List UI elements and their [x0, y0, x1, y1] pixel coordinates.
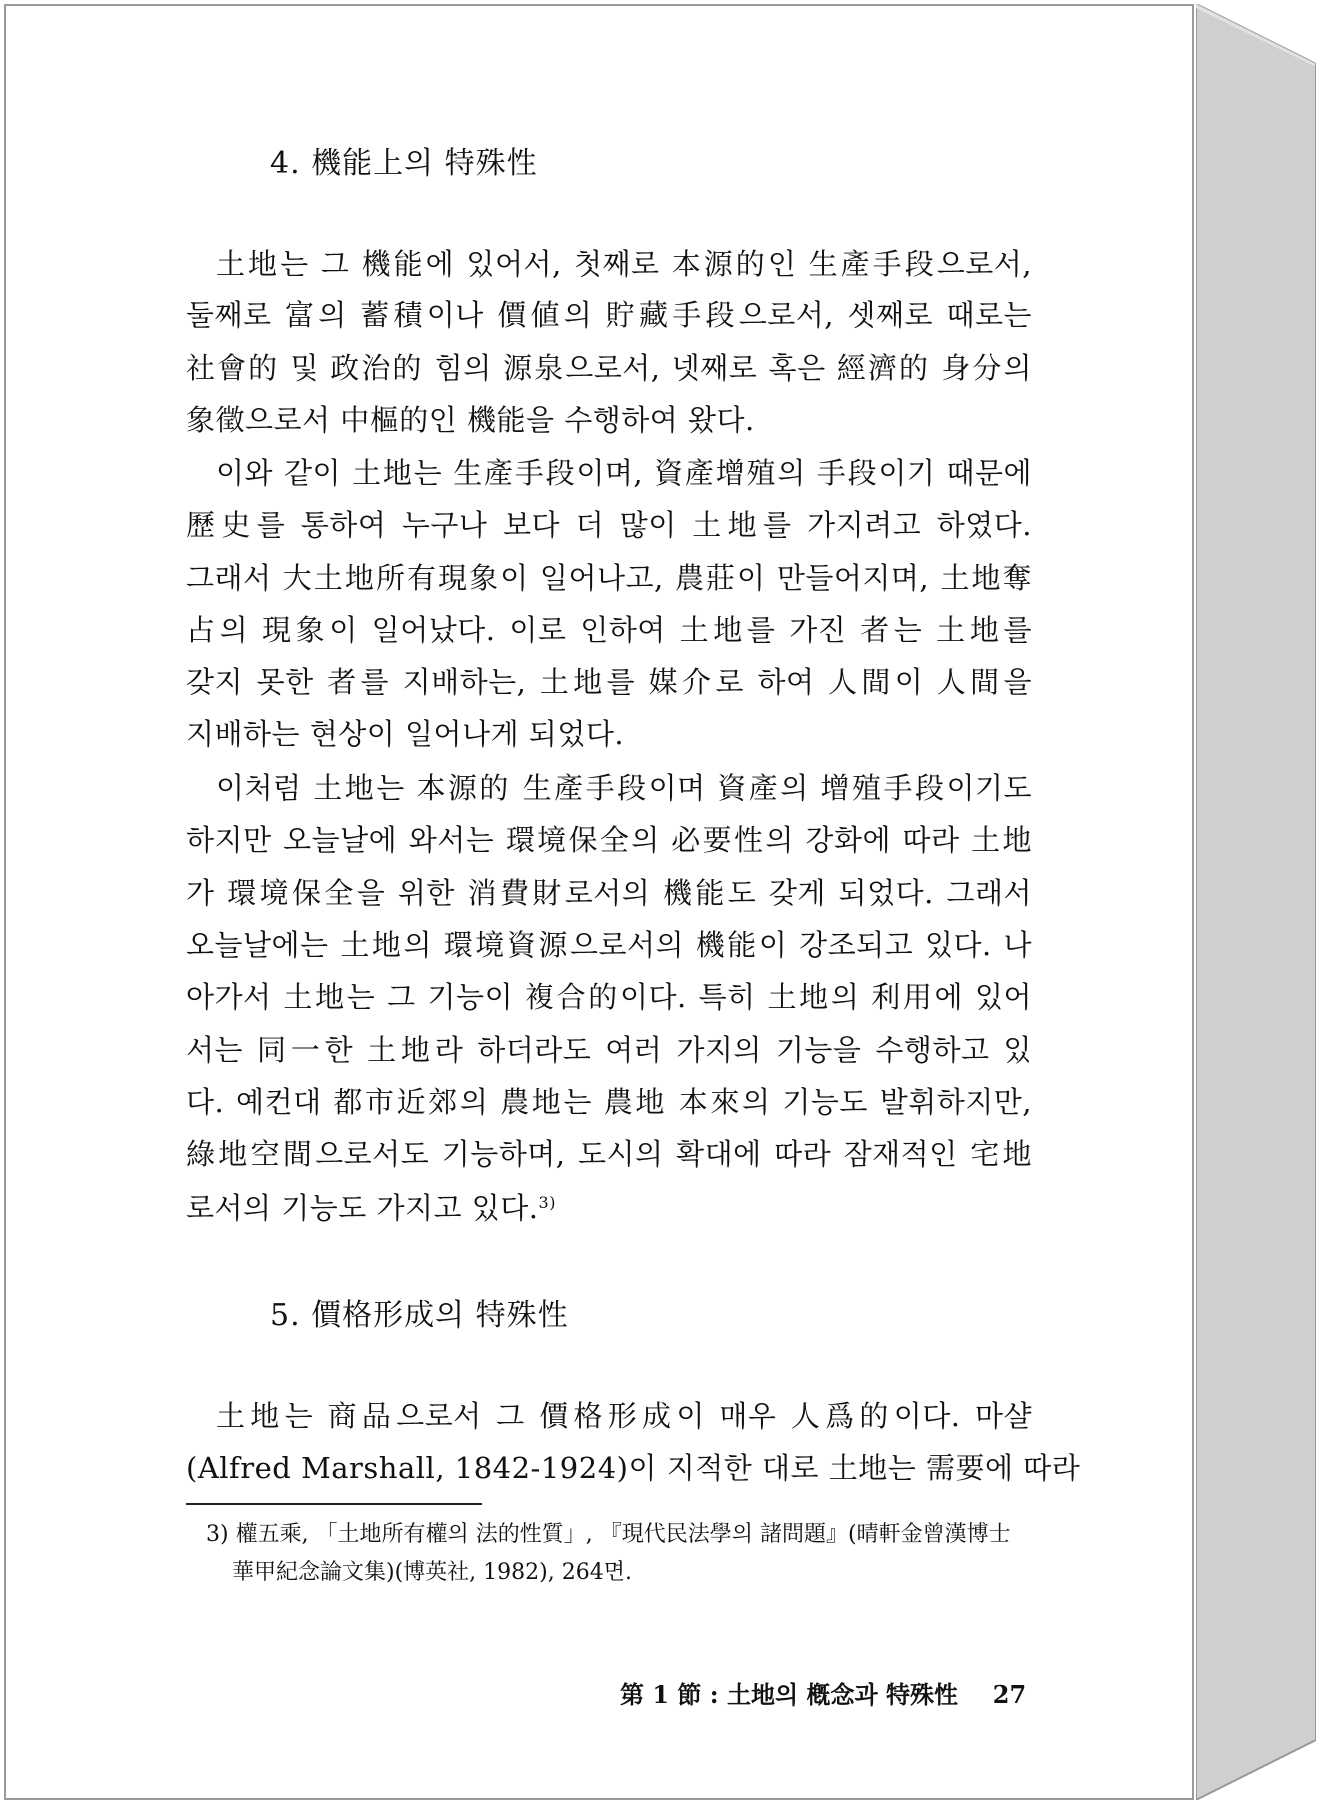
footnote-reference[interactable]: 3) [538, 1193, 556, 1212]
body-text-line-content: 지배하는 현상이 일어나게 되었다. [186, 717, 625, 751]
footnote-line-1: 3) 權五乘, 「土地所有權의 法的性質」, 『現代民法學의 諸問題』(晴軒金曾漢博士 [206, 1522, 1011, 1547]
body-text-line [186, 714, 1032, 754]
body-text-line [186, 1134, 1032, 1174]
body-text-line [186, 558, 1032, 598]
body-text-line [186, 1082, 1032, 1122]
body-text-line [186, 662, 1032, 702]
body-text-line [216, 1396, 1032, 1436]
body-text-line-content: 서는 同一한 土地라 하더라도 여러 가지의 기능을 수행하고 있 [186, 1033, 1032, 1067]
body-text-line-content: 占의 現象이 일어났다. 이로 인하여 土地를 가진 者는 土地를 [186, 613, 1032, 647]
page-number: 27 [992, 1680, 1027, 1709]
body-text-line [186, 1188, 1032, 1228]
body-text-line-content: 이처럼 土地는 本源的 生產手段이며 資產의 增殖手段이기도 [216, 771, 1032, 805]
body-text-line-content: 갖지 못한 者를 지배하는, 土地를 媒介로 하여 人間이 人間을 [186, 665, 1032, 699]
body-text-line [186, 348, 1032, 388]
body-text-line [216, 768, 1032, 808]
body-text-line-content: 歷史를 통하여 누구나 보다 더 많이 土地를 가지려고 하였다. [186, 508, 1032, 542]
spine-face [1196, 4, 1316, 1800]
body-text-line-content: 社會的 및 政治的 힘의 源泉으로서, 넷째로 혹은 經濟的 身分의 [186, 351, 1032, 385]
book-spine-edge [1196, 4, 1316, 1800]
body-text-line [186, 873, 1032, 913]
body-text-line-content: 土地는 그 機能에 있어서, 첫째로 本源的인 生產手段으로서, [216, 247, 1032, 281]
footer-section-label: 第 1 節 : 土地의 槪念과 特殊性 [620, 1680, 959, 1709]
body-text-line [186, 400, 1032, 440]
body-text-line [186, 925, 1032, 965]
section-4-heading: 4. 機能上의 特殊性 [270, 146, 538, 181]
body-text-line-content: 다. 예컨대 都市近郊의 農地는 農地 本來의 기능도 발휘하지만, [186, 1085, 1032, 1119]
body-text-line [186, 1030, 1032, 1070]
body-text-line-content: 이와 같이 土地는 生產手段이며, 資產增殖의 手段이기 때문에 [216, 456, 1032, 490]
body-text-line-content: 그래서 大土地所有現象이 일어나고, 農莊이 만들어지며, 土地奪 [186, 561, 1032, 595]
body-text-line [186, 977, 1032, 1017]
body-text-line-content: 둘째로 富의 蓄積이나 價値의 貯藏手段으로서, 셋째로 때로는 [186, 298, 1032, 332]
body-text-line [186, 505, 1032, 545]
body-text-line-content: 土地는 商品으로서 그 價格形成이 매우 人爲的이다. 마샬 [216, 1399, 1032, 1433]
body-text-line-content: 오늘날에는 土地의 環境資源으로서의 機能이 강조되고 있다. 나 [186, 928, 1032, 962]
body-text-line [216, 453, 1032, 493]
body-text-line [186, 610, 1032, 650]
body-text-line-content: 로서의 기능도 가지고 있다. [186, 1191, 539, 1225]
body-text-line-content: 가 環境保全을 위한 消費財로서의 機能도 갖게 되었다. 그래서 [186, 876, 1032, 910]
body-text-line-content: 아가서 土地는 그 기능이 複合的이다. 특히 土地의 利用에 있어 [186, 980, 1032, 1014]
body-text-line-content: 象徵으로서 中樞的인 機能을 수행하여 왔다. [186, 403, 755, 437]
body-text-line [216, 244, 1032, 284]
footnote-divider [186, 1503, 482, 1505]
body-text-line [186, 1448, 1081, 1488]
running-footer [620, 1675, 1027, 1710]
body-text-line [186, 295, 1032, 335]
body-text-line-content: 綠地空間으로서도 기능하며, 도시의 확대에 따라 잠재적인 宅地 [186, 1137, 1032, 1171]
section-5-heading: 5. 價格形成의 特殊性 [270, 1298, 569, 1333]
body-text-line-content: (Alfred Marshall, 1842-1924)이 지적한 대로 土地는 需要에 따라 [186, 1451, 1081, 1485]
body-text-line-content: 하지만 오늘날에 와서는 環境保全의 必要性의 강화에 따라 土地 [186, 823, 1032, 857]
body-text-line [186, 820, 1032, 860]
footnote-line-2: 華甲紀念論文集)(博英社, 1982), 264면. [232, 1560, 632, 1585]
